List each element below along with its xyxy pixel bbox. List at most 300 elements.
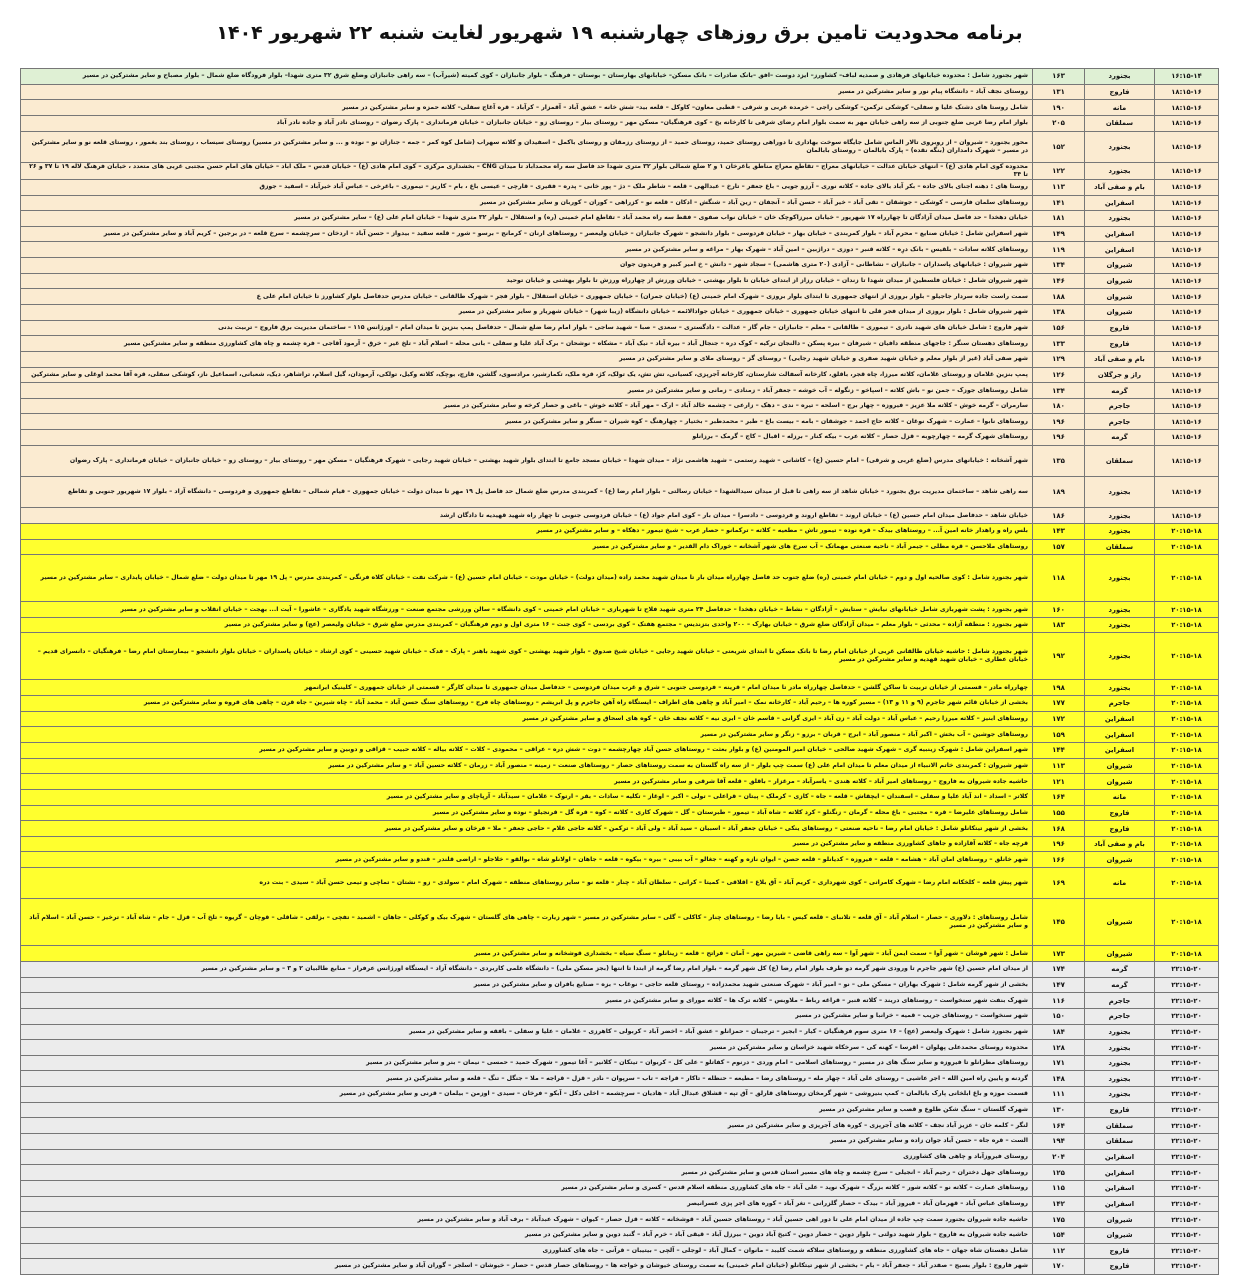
code-cell: ۱۴۶ bbox=[1033, 273, 1085, 289]
time-cell: ۲۰:۱۵-۱۸ bbox=[1155, 602, 1219, 618]
time-cell: ۲۰:۱۵-۱۸ bbox=[1155, 680, 1219, 696]
table-row bbox=[21, 1227, 1219, 1243]
city-cell: بجنورد bbox=[1085, 617, 1155, 633]
table-row bbox=[21, 445, 1219, 476]
time-cell: ۱۸:۱۵-۱۶ bbox=[1155, 211, 1219, 227]
area-cell: روستاهای ابنیز – کلاته میرزا رحیم – عباس آباد – دولت آباد – زن آباد – ایزی گرانی – قاسم خان – ابری نیه – کلاته نجف خان – کوه های اسحاق و سایر مشترکین در مسیر bbox=[21, 711, 1033, 727]
code-cell: ۱۴۴ bbox=[1033, 742, 1085, 758]
code-cell: ۱۶۰ bbox=[1033, 602, 1085, 618]
code-cell: ۱۱۲ bbox=[1033, 1243, 1085, 1259]
code-cell: ۱۲۹ bbox=[1033, 351, 1085, 367]
table-row bbox=[21, 758, 1219, 774]
code-cell: ۱۳۳ bbox=[1033, 336, 1085, 352]
time-cell: ۲۰:۱۵-۱۸ bbox=[1155, 789, 1219, 805]
area-cell: لنگر – کلمه خان – عزیز آباد نجف – کلاته های آجرپزی – کوره های آجرپزی و سایر مشترکین در مسیر bbox=[21, 1118, 1033, 1134]
time-cell: ۱۸:۱۵-۱۶ bbox=[1155, 226, 1219, 242]
time-cell: ۲۲:۱۵-۲۰ bbox=[1155, 1243, 1219, 1259]
table-row bbox=[21, 115, 1219, 131]
table-row bbox=[21, 258, 1219, 274]
city-cell: شیروان bbox=[1085, 852, 1155, 868]
time-cell: ۱۸:۱۵-۱۶ bbox=[1155, 430, 1219, 446]
time-cell: ۱۸:۱۵-۱۶ bbox=[1155, 320, 1219, 336]
city-cell: شیروان bbox=[1085, 1227, 1155, 1243]
code-cell: ۱۹۶ bbox=[1033, 836, 1085, 852]
time-cell: ۲۲:۱۵-۲۰ bbox=[1155, 1134, 1219, 1150]
area-cell: شهر سنخواست – روستاهای جریب – قمیه – خرانبا و سایر مشترکین در مسیر bbox=[21, 1008, 1033, 1024]
table-row bbox=[21, 508, 1219, 524]
city-cell: گرمه bbox=[1085, 961, 1155, 977]
time-cell: ۱۸:۱۵-۱۶ bbox=[1155, 289, 1219, 305]
code-cell: ۱۳۸ bbox=[1033, 304, 1085, 320]
city-cell: شیروان bbox=[1085, 774, 1155, 790]
area-cell: چهارراه مادر – قسمتی از خیابان تربیت تا ساکن گلشن – حدفاصل چهارراه مادر تا میدان امام – قرینه – فردوسی جنوبی – شرق و غرب میدان فردوسی – حدفاصل میدان جمهوری تا میدان کارگر – قسمتی از خیابان جمهوری – کلینیک ایرانمهر bbox=[21, 680, 1033, 696]
city-cell: شیروان bbox=[1085, 289, 1155, 305]
code-cell: ۱۴۱ bbox=[1033, 195, 1085, 211]
area-cell: شهر آشخانه : خیابانهای مدرس (ضلع غربی و شرقی) – امام حسین (ع) – کاشانی – شهید رستمی – شهید هاشمی نژاد – میدان شهدا – خیابان مسجد جامع تا ابتدای بلوار شهید بهشتی – خیابان شهید رجایی – شهرک فرهنگیان – مسکن مهر – روستای بیار – روستای زو – خیابان جانبازان – خیابان فرمانداری – پارک رضوان bbox=[21, 445, 1033, 476]
table-row bbox=[21, 162, 1219, 179]
time-cell: ۲۰:۱۵-۱۸ bbox=[1155, 727, 1219, 743]
area-cell: از میدان امام حسین (ع) شهر جاجرم تا ورودی شهر گرمه دو طرف بلوار امام رضا (ع) کل شهر گرمه – بلوار امام رضا گرمه از ابتدا تا انتها (بجز مسکن ملی) – دانشگاه علمی کاربردی – دانشگاه آزاد – ایستگاه اورژانس عرفراز – منابع طالبیان ۲ و ۳ – و سایر مشترکین در مسیر bbox=[21, 961, 1033, 977]
city-cell: بجنورد bbox=[1085, 1055, 1155, 1071]
city-cell: بام و صفی آباد bbox=[1085, 179, 1155, 195]
time-cell: ۲۲:۱۵-۲۰ bbox=[1155, 1055, 1219, 1071]
area-cell: روستاهای سلمان فارسی – کوشکی – جوشقان – تقی آباد – خیر آباد – حسن آباد – آنجفان – زین آباد – شنگش – ادکان – قلعه نو – کزراهی – کوران – کوربان و سایر مشترکین در مسیر bbox=[21, 195, 1033, 211]
code-cell: ۱۴۳ bbox=[1033, 523, 1085, 539]
code-cell: ۱۳۵ bbox=[1033, 445, 1085, 476]
area-cell: روستای فیروزآباد و چاهی های کشاورزی bbox=[21, 1149, 1033, 1165]
time-cell: ۲۰:۱۵-۱۸ bbox=[1155, 774, 1219, 790]
code-cell: ۱۵۴ bbox=[1033, 1227, 1085, 1243]
city-cell: جاجرم bbox=[1085, 414, 1155, 430]
table-row bbox=[21, 1165, 1219, 1181]
code-cell: ۱۵۲ bbox=[1033, 131, 1085, 162]
table-row bbox=[21, 602, 1219, 618]
code-cell: ۱۶۴ bbox=[1033, 1118, 1085, 1134]
city-cell: اسفراین bbox=[1085, 1196, 1155, 1212]
area-cell: شامل : شهر قوشان – شهر آوا – سمت ایمن آباد – شهر آوا – سه راهی قاضی – شیرین مهر – آمان – فراتح – قلعه – زینانلو – سنگ سیاه – بخشداری قوشخانه و سایر مشترکین در مسیر bbox=[21, 946, 1033, 962]
area-cell: محور بجنورد – شیروان – از روبروی تالار الماس شامل جایگاه سوخت بهاداری تا دوراهی روستای حمید، روستای حمید – از روستای رزمقان و روستای باکمل – اسفیدان و کلاته سهراب (شامل کوه کمر – جمه – جنازان نو – نوده و ... و سایر مشترکین در مسیر) روستای سیساب ، روستای بند بغمور ، روستای قلعه نو و سایر مشترکین در مسیر – شهرک دامداران (بنگه نقده) – پارک بابالمان – روستای بابالمان bbox=[21, 131, 1033, 162]
city-cell: بجنورد bbox=[1085, 477, 1155, 508]
time-cell: ۱۸:۱۵-۱۶ bbox=[1155, 351, 1219, 367]
area-cell: شهر شیروان : کمربندی خاتم الانبیاء از میدان معلم تا میدان امام علی (ع) سمت چپ بلوار – از سه راه گلستان به سمت روستاهای حصار – روستاهای صنعت – زمینه – منصور آباد – زرمان – کلاته حسین آباد – و سایر مشترکین در مسیر bbox=[21, 758, 1033, 774]
city-cell: سملقان bbox=[1085, 445, 1155, 476]
table-row bbox=[21, 320, 1219, 336]
table-row bbox=[21, 1087, 1219, 1103]
table-row bbox=[21, 852, 1219, 868]
city-cell: بجنورد bbox=[1085, 162, 1155, 179]
city-cell: بجنورد bbox=[1085, 633, 1155, 680]
code-cell: ۱۵۷ bbox=[1033, 539, 1085, 555]
time-cell: ۲۲:۱۵-۲۰ bbox=[1155, 1040, 1219, 1056]
time-cell: ۱۸:۱۵-۱۶ bbox=[1155, 414, 1219, 430]
time-cell: ۲۲:۱۵-۲۰ bbox=[1155, 1087, 1219, 1103]
time-cell: ۱۸:۱۵-۱۶ bbox=[1155, 304, 1219, 320]
city-cell: شیروان bbox=[1085, 758, 1155, 774]
area-cell: روستاهای مطرانلو تا فیروزه و سایر سنگ های در مسیر – روستاهای اسلامی – امام وردی – درنوم – کفاتلو – علی کل – کربوان – تیتکان – کلانیر – آغا تیمور – شهرک حمید – حمسی – نیمان – بنر و سایر مشترکین در مسیر bbox=[21, 1055, 1033, 1071]
city-cell: فاروج bbox=[1085, 1102, 1155, 1118]
time-cell: ۲۰:۱۵-۱۸ bbox=[1155, 539, 1219, 555]
area-cell: کلاتر – اسداد – اند آباد علیا و سفلی – اسفندان – ایچقاش – قلعه – جاه – کازی – کرملک – پیتان – قراعلی – تولی – اکبر – اوغاز – تکلیه – سادات – بقر – ارتوک – غلامان – سیدآباد – آرپاچای و سایر مشترکین در مسیر bbox=[21, 789, 1033, 805]
code-cell: ۱۸۹ bbox=[1033, 477, 1085, 508]
table-row bbox=[21, 1024, 1219, 1040]
table-row bbox=[21, 273, 1219, 289]
table-row bbox=[21, 1134, 1219, 1150]
time-cell: ۲۰:۱۵-۱۸ bbox=[1155, 696, 1219, 712]
city-cell: بجنورد bbox=[1085, 555, 1155, 602]
table-row bbox=[21, 1243, 1219, 1259]
area-cell: شامل روستا های دشتک علیا و سفلی– کوشکی ترکمن– کوشکی راجی – خرمده غربی و شرقی – قطبی معاون– کاوکل – قلعه بید– شش خانه – عشق آباد – آقمزار – کرآباد – قره آغاج سفلی– کلاته حمزه و سایر مشترکین در مسیر bbox=[21, 100, 1033, 116]
city-cell: شیروان bbox=[1085, 258, 1155, 274]
time-cell: ۱۸:۱۵-۱۶ bbox=[1155, 195, 1219, 211]
table-row bbox=[21, 727, 1219, 743]
time-cell: ۲۰:۱۵-۱۸ bbox=[1155, 758, 1219, 774]
city-cell: جاجرم bbox=[1085, 993, 1155, 1009]
time-cell: ۱۸:۱۵-۱۶ bbox=[1155, 131, 1219, 162]
time-cell: ۲۰:۱۵-۱۸ bbox=[1155, 711, 1219, 727]
city-cell: گرمه bbox=[1085, 383, 1155, 399]
code-cell: ۱۹۰ bbox=[1033, 100, 1085, 116]
area-cell: روستاهای شهرک گرمه – چهارچوبه – قزل حصار – کلاته عرب – بیکه کنار – برزله – اقبال – کاج – گرمک – برزانلو bbox=[21, 430, 1033, 446]
code-cell: ۱۸۳ bbox=[1033, 617, 1085, 633]
table-row bbox=[21, 523, 1219, 539]
code-cell: ۱۹۴ bbox=[1033, 1134, 1085, 1150]
time-cell: ۱۸:۱۵-۱۶ bbox=[1155, 445, 1219, 476]
city-cell: بجنورد bbox=[1085, 523, 1155, 539]
time-cell: ۲۲:۱۵-۲۰ bbox=[1155, 1149, 1219, 1165]
city-cell: بجنورد bbox=[1085, 508, 1155, 524]
table-row bbox=[21, 367, 1219, 383]
table-row bbox=[21, 696, 1219, 712]
city-cell: اسفراین bbox=[1085, 195, 1155, 211]
area-cell: شهر فاروج : شامل خیابان های شهید نادری – تیموری – طالقانی – معلم – جانبازان – جام گاز – عدالت – دادگستری – سعدی – صبا – شهید ساجی – بلوار امام رضا ضلع شمال – حدفاصل پمپ بنزین تا میدان امام – اورژانس ۱۱۵ – ساختمان مدیریت برق فاروج – تربیت بدنی bbox=[21, 320, 1033, 336]
city-cell: اسفراین bbox=[1085, 226, 1155, 242]
city-cell: فاروج bbox=[1085, 336, 1155, 352]
time-cell: ۱۸:۱۵-۱۶ bbox=[1155, 242, 1219, 258]
table-row bbox=[21, 1180, 1219, 1196]
code-cell: ۱۵۹ bbox=[1033, 727, 1085, 743]
code-cell: ۱۵۵ bbox=[1033, 805, 1085, 821]
area-cell: شهر صفی آباد (غیر از بلوار معلم و خیابان شهید صفری و خیابان شهید رجایی) – روستای گز – روستای ملای و سایر مشترکین در مسیر bbox=[21, 351, 1033, 367]
code-cell: ۱۷۵ bbox=[1033, 1212, 1085, 1228]
time-cell: ۱۸:۱۵-۱۶ bbox=[1155, 258, 1219, 274]
area-cell: شهر بجنورد شامل : کوی صالحیه اول و دوم – خیابان امام خمینی (ره) ضلع جنوب حد فاصل چهارراه میدان بار تا میدان شهید محمد زاده (میدان دولت) – خیابان مودت – خیابان امام حسین (ع) – شرکت نفت – خیابان کلاه فرنگی – کمربندی مدرس – پل ۱۹ مهر تا میدان دولت – ضلع شمال – خیابان پایداری – سایر مشترکین در مسیر bbox=[21, 555, 1033, 602]
area-cell: شهر اسفراین شامل : شهرک زینبیه گری – شهرک شهید صالحی – خیابان امیر المومنین (ع) و بلوار بعثت – روستاهای حسن آباد چهارچشمه – دوت – شش دره – عراقی – محمودی – کلات – کلاته بیاله – کلاته حبیب – قزاقی و دوبین و سایر مشترکین در مسیر bbox=[21, 742, 1033, 758]
time-cell: ۱۶:۱۵-۱۴ bbox=[1155, 69, 1219, 85]
table-row bbox=[21, 211, 1219, 227]
table-row bbox=[21, 1149, 1219, 1165]
code-cell: ۱۱۳ bbox=[1033, 758, 1085, 774]
code-cell: ۱۲۵ bbox=[1033, 1165, 1085, 1181]
code-cell: ۱۷۲ bbox=[1033, 711, 1085, 727]
area-cell: شهر خانلق – روستاهای امان آباد – هشامه – قلعه – فیروزه – کدیانلو – قلعه حصن – ایوان نازه و کهنه – جغالو – آب بیبی – بیره – بیکوه – قلعه – جاهان – اولانلو شاه – بوالقو – خلاجلو – اراضی قلندر – قندو و سایر مشترکین در مسیر bbox=[21, 852, 1033, 868]
city-cell: بام و صفی آباد bbox=[1085, 351, 1155, 367]
table-row bbox=[21, 633, 1219, 680]
area-cell: الست – قره جاه – حسن آباد جوان زاده و سایر مشترکین در مسیر bbox=[21, 1134, 1033, 1150]
city-cell: بجنورد bbox=[1085, 602, 1155, 618]
area-cell: شهر فاروج : بلوار بسیج – صفدر آباد – جعفر آباد – بام – بخشی از شهر تیتکانلو (خیابان امام خمینی) به سمت روستای خیوشان و خواجه ها – روستاهای حصار قدس – حصار – خیوشان – اسلجر – گوران آباد و سایر مشترکین در مسیر bbox=[21, 1259, 1033, 1275]
time-cell: ۱۸:۱۵-۱۶ bbox=[1155, 508, 1219, 524]
table-row bbox=[21, 961, 1219, 977]
table-row bbox=[21, 398, 1219, 414]
table-row bbox=[21, 1259, 1219, 1275]
city-cell: بجنورد bbox=[1085, 1024, 1155, 1040]
time-cell: ۲۰:۱۵-۱۸ bbox=[1155, 868, 1219, 899]
area-cell: پمپ بنزین غلامان و روستای غلامان، کلاته میرزا، چاه قجر، باقلق، کارخانه آسفالت شارستان، کارخانه آجرپزی، کسیانی، تش تش، یک تولک، کژ، قره ملک، تکمارشیر، مرادسوی، گلشن، قارچ، بوچک، کلاته وکیل، تولکی، آرمودان، گیل اسلام، تراشاهر، دیک، شعبانی، اسماعیل ناز، کوشکی سفلی، قره آقا محمد اوغلی و سایر مشترکین bbox=[21, 367, 1033, 383]
code-cell: ۱۱۵ bbox=[1033, 1180, 1085, 1196]
time-cell: ۱۸:۱۵-۱۶ bbox=[1155, 477, 1219, 508]
table-row bbox=[21, 805, 1219, 821]
area-cell: روستاهای عباس آباد – قهرمان آباد – فیروز آباد – بیدک – حصار گلزرانی – تغر آباد – کوره های اجر پزی عسرانیصر bbox=[21, 1196, 1033, 1212]
city-cell: بجنورد bbox=[1085, 69, 1155, 85]
time-cell: ۲۲:۱۵-۲۰ bbox=[1155, 1165, 1219, 1181]
code-cell: ۱۱۳ bbox=[1033, 179, 1085, 195]
time-cell: ۲۲:۱۵-۲۰ bbox=[1155, 977, 1219, 993]
city-cell: گرمه bbox=[1085, 977, 1155, 993]
table-row bbox=[21, 1071, 1219, 1087]
schedule-sheet bbox=[20, 68, 1219, 1273]
city-cell: اسفراین bbox=[1085, 727, 1155, 743]
schedule-table bbox=[20, 68, 1219, 1275]
table-row bbox=[21, 1196, 1219, 1212]
table-row bbox=[21, 946, 1219, 962]
time-cell: ۲۲:۱۵-۲۰ bbox=[1155, 1071, 1219, 1087]
time-cell: ۱۸:۱۵-۱۶ bbox=[1155, 383, 1219, 399]
area-cell: روستای نجف آباد – دانشگاه پیام نور و سایر مشترکین در مسیر bbox=[21, 84, 1033, 100]
city-cell: فاروج bbox=[1085, 821, 1155, 837]
table-row bbox=[21, 242, 1219, 258]
table-row bbox=[21, 226, 1219, 242]
table-row bbox=[21, 351, 1219, 367]
area-cell: روستاهای ملاحسن – قره مطلی – جیمر آباد – ناحیه صنعتی مهماتک – آب سرخ های شهر آشخانه – خوراک دام القدیر – و سایر مشترکین در مسیر bbox=[21, 539, 1033, 555]
area-cell: شهر شیروان شامل : بلوار بروزی از میدان فجر قلی تا انتهای خیابان جمهوری – خیابان جمهوری – خیابان جوادالائمه – خیابان دانشگاه (زیبا شهر) – خیابان شهریار و سایر مشترکین در مسیر bbox=[21, 304, 1033, 320]
table-row bbox=[21, 131, 1219, 162]
city-cell: جاجرم bbox=[1085, 398, 1155, 414]
table-row bbox=[21, 555, 1219, 602]
time-cell: ۲۲:۱۵-۲۰ bbox=[1155, 1180, 1219, 1196]
time-cell: ۲۰:۱۵-۱۸ bbox=[1155, 617, 1219, 633]
time-cell: ۲۰:۱۵-۱۸ bbox=[1155, 821, 1219, 837]
schedule-rows bbox=[21, 69, 1219, 1275]
area-cell: شهر بجنورد شامل : حاشیه خیابان طالقانی غربی از خیابان امام رضا تا بانک مسکن تا ابتدای شریعتی – خیابان شهید رجایی – خیابان شیخ صدوق – بلوار شهید بهشتی – کوی شهید باهنر – پارک – فدک – خیابان شهید حسینی – کوی ارشاد – خیابان پاسداران – خیابان بلوار دانشجو – بیمارستان امام رضا – فرهنگیان – دانسرای قدیم – خیابان عطاری – خیابان شهید قهدیه و سایر مشترکین در مسیر bbox=[21, 633, 1033, 680]
time-cell: ۲۲:۱۵-۲۰ bbox=[1155, 1102, 1219, 1118]
city-cell: فاروج bbox=[1085, 320, 1155, 336]
time-cell: ۲۲:۱۵-۲۰ bbox=[1155, 1118, 1219, 1134]
city-cell: گرمه bbox=[1085, 430, 1155, 446]
area-cell: سه راهی شاهد – ساختمان مدیریت برق بجنورد – خیابان شاهد از سه راهی تا قبل از میدان سیدالشهدا – خیابان رسالتی – بلوار امام رضا (ع) – کمربندی مدرس ضلع شمال حد فاصل پل ۱۹ مهر تا میدان دولت – خیابان جمهوری – قیام شمالی – تقاطع جمهوری و فردوسی – دانشگاه آزاد – بلوار ۱۷ شهریور جنوبی و تقاطع bbox=[21, 477, 1033, 508]
table-row bbox=[21, 1212, 1219, 1228]
table-row bbox=[21, 336, 1219, 352]
city-cell: بجنورد bbox=[1085, 211, 1155, 227]
table-row bbox=[21, 304, 1219, 320]
city-cell: فاروج bbox=[1085, 1243, 1155, 1259]
city-cell: جاجرم bbox=[1085, 1008, 1155, 1024]
city-cell: مانه bbox=[1085, 868, 1155, 899]
area-cell: روستاهای جهل دختران – رحیم آباد – انجیلی – سرخ چشمه و چاه های مسیر استان قدس و سایر مشترکین در مسیر bbox=[21, 1165, 1033, 1181]
code-cell: ۱۹۶ bbox=[1033, 430, 1085, 446]
table-row bbox=[21, 69, 1219, 85]
city-cell: اسفراین bbox=[1085, 242, 1155, 258]
code-cell: ۱۳۴ bbox=[1033, 258, 1085, 274]
city-cell: مانه bbox=[1085, 100, 1155, 116]
time-cell: ۲۲:۱۵-۲۰ bbox=[1155, 993, 1219, 1009]
table-row bbox=[21, 789, 1219, 805]
code-cell: ۱۴۵ bbox=[1033, 899, 1085, 946]
time-cell: ۲۰:۱۵-۱۸ bbox=[1155, 852, 1219, 868]
time-cell: ۲۲:۱۵-۲۰ bbox=[1155, 961, 1219, 977]
time-cell: ۲۲:۱۵-۲۰ bbox=[1155, 1008, 1219, 1024]
city-cell: شیروان bbox=[1085, 304, 1155, 320]
area-cell: شهر بجنورد شامل : شهرک ولیعصر (عج) – ۱۶ متری سوم فرهنگیان – کیار – ابجیر – ترجیبان – حمزانلو – عشق آباد – اخضر آباد – کربولی – کاهرزی – غلامان – علیا و سفلی – بافقه و سایر مشترکین در مسیر bbox=[21, 1024, 1033, 1040]
time-cell: ۲۲:۱۵-۲۰ bbox=[1155, 1227, 1219, 1243]
area-cell: شهر اسفراین شامل : خیابان صنایع – محرم آباد – بلوار کمربندی – خیابان بهار – خیابان فردوسی – بلوار دانشجو – شهرک جانبازان – خیابان ولیعصر – روستاهای ارنان – کرمانج – برسو – شور – قلعه سفید – بیدواز – حسن آباد – اردخان – سرچشمه – سرخ قلعه – در برجین – کریم آباد و سایر مشترکین در مسیر bbox=[21, 226, 1033, 242]
table-row bbox=[21, 1055, 1219, 1071]
area-cell: شهر بجنورد : منطقه آزاده – محدثی – بلوار معلم – میدان آزادگان ضلع شرق – خیابان بهارک – ۲۰۰ واحدی بتزندیس – مجتمع هفتک – کوی بردسی – کوی جنت – ۱۶ متری اول و دوم فرهنگیان – کمربندی مدرس ضلع شرق – خیابان ولیعصر (عج) و سایر مشترکین در مسیر bbox=[21, 617, 1033, 633]
time-cell: ۱۸:۱۵-۱۶ bbox=[1155, 179, 1219, 195]
area-cell: روستاهای نابوا – عمارت – شهرک نوغان – کلاته حاج احمد – جوشقان – بامه – بیست باغ – طبر – محمدطبر – بختیار – چهارهنگ – کوه شیران – سنگر و سایر مشترکین در مسیر bbox=[21, 414, 1033, 430]
time-cell: ۱۸:۱۵-۱۶ bbox=[1155, 84, 1219, 100]
time-cell: ۱۸:۱۵-۱۶ bbox=[1155, 273, 1219, 289]
area-cell: شامل روستاهای : دلاوری – حصار – اسلام آباد – آق قلعه – تلانبای – قلعه کیس – بابا رضا – روستاهای چنار – کاکلی – گلی – سایر مشترکین در مسیر – شهر زیارت – چاهی های گلستان – شهرک بیک و کوکلی – جاهان – اشمید – تفچی – بزلقی – شاقلی – قوچان – گریوه – تلخ آب – قزل – جام – شاه آباد – ترخیز – حسن آباد – اسلام آباد و سایر مشترکین در مسیر bbox=[21, 899, 1033, 946]
area-cell: حاشیه جاده شیروان به فاروج – روستاهای امیر آباد – کلاته هندی – یاسرآباد – مرغزار – باقلق – قلعه آقا شرقی و سایر مشترکین در مسیر bbox=[21, 774, 1033, 790]
area-cell: روستاهای دهستان سنگر : جاجهای منطقه دافیان – شیرفان – بیره پسکن – دالنجان ترکیه – کوک دره – جنجال آباد – بیره آباد – نیک آباد – مشکاه – نوشحان – برک آباد علیا و سفلی – بانی محله – اسلام آباد – تلخ غیر – خرق – آرمود آقاجی – فره چشمه و چاه های کشاورزی منطقه و سایر مشترکین مسیر bbox=[21, 336, 1033, 352]
code-cell: ۱۷۳ bbox=[1033, 946, 1085, 962]
code-cell: ۱۴۷ bbox=[1033, 977, 1085, 993]
area-cell: شهر بجنورد شامل : محدوده خیابانهای فرهادی و صمدیه لباف– کشاورز– ایزد دوست –افق –بانک صادرات – بانک مسکن– خیابانهای بهارستان – بوستان – فرهنگ – بلوار جانبازان – کوی کمیته (شیرآب) – سه راهی جانبازان وضلع شرق ۳۲ متری شهدا– بلوار فرودگاه ضلع شمال – بلوار مصباح و سایر مشترکین در مسیر bbox=[21, 69, 1033, 85]
city-cell: اسفراین bbox=[1085, 1165, 1155, 1181]
city-cell: شیروان bbox=[1085, 1212, 1155, 1228]
area-cell: بلوار امام رضا غربی ضلع جنوبی از سه راهی خیابان مهر به سمت بلوار امام رضای شرقی تا کارخانه یخ – کوی فرهنگیان– مسکن مهر – روستای بیار – روستای زو – خیابان جانبازان – خیابان فرمانداری – پارک رضوان – روستای نادر آباد و جاده نادر آباد bbox=[21, 115, 1033, 131]
area-cell: روستاهای جوشین – آب بخش – اکبر آباد – منصور آباد – ابرج – قربان – برزو – زنگر و سایر مشترکین در مسیر bbox=[21, 727, 1033, 743]
table-row bbox=[21, 1040, 1219, 1056]
city-cell: بجنورد bbox=[1085, 680, 1155, 696]
city-cell: اسفراین bbox=[1085, 711, 1155, 727]
time-cell: ۲۰:۱۵-۱۸ bbox=[1155, 899, 1219, 946]
table-row bbox=[21, 539, 1219, 555]
area-cell: بخشی از خیابان قائم شهر جاجرم (۹ و ۱۱ و ۱۳) – مسیر کوره ها – رحیم آباد – کارخانه نمک – امیر آباد و چاهی های اطراف – ایستگاه راه آهن جاجرم و پل ابریشم – روستاهای چاه فرح – روستاهای سنگ حسن آباد – محمد آباد – چاه شیرین – جاه قرن – چاهی های قروه و سایر مشترکین در مسیر bbox=[21, 696, 1033, 712]
code-cell: ۱۶۹ bbox=[1033, 868, 1085, 899]
city-cell: اسفراین bbox=[1085, 1180, 1155, 1196]
area-cell: شهر پیش قلعه – کلخکانه امام رضا – شهرک کامرانی – کوی شهرداری – کریم آباد – آق بلاغ – اقلاقی – کمیتا – کرانی – سلطان آباد – چنار – قلعه نو – سایر روستاهای منطقه – شهرک امام – سولدی – زو – نشتان – تماچی و تیمی حسن آباد – سیدی – بنت دره bbox=[21, 868, 1033, 899]
city-cell: اسفراین bbox=[1085, 1149, 1155, 1165]
code-cell: ۱۱۶ bbox=[1033, 993, 1085, 1009]
table-row bbox=[21, 289, 1219, 305]
time-cell: ۲۲:۱۵-۲۰ bbox=[1155, 1196, 1219, 1212]
code-cell: ۱۲۸ bbox=[1033, 1040, 1085, 1056]
city-cell: بجنورد bbox=[1085, 1071, 1155, 1087]
city-cell: فاروج bbox=[1085, 805, 1155, 821]
city-cell: فاروج bbox=[1085, 1259, 1155, 1275]
time-cell: ۲۰:۱۵-۱۸ bbox=[1155, 805, 1219, 821]
city-cell: بام و صفی آباد bbox=[1085, 836, 1155, 852]
code-cell: ۱۶۸ bbox=[1033, 821, 1085, 837]
table-row bbox=[21, 774, 1219, 790]
time-cell: ۲۲:۱۵-۲۰ bbox=[1155, 1024, 1219, 1040]
city-cell: فاروج bbox=[1085, 84, 1155, 100]
area-cell: بلس راه و راهدار خانه امین آ... – روستاهای بیدک – قره نوده – تیمور تاش – مطعیه – کلاته – ترکمانو – حصار عرب – شیخ تیمور – دهکاه – و سایر مشترکین در مسیر bbox=[21, 523, 1033, 539]
area-cell: سمت راست جاده سردار جاجیلو – بلوار بروزی از انتهای جمهوری تا ابتدای بلوار بروزی – شهرک امام خمینی (ع) (خیابان جمران) – خیابان جمهوری – خیابان استقلال – بلوار فجر – شهرک طالقانی – خیابان مدرس حدفاصل بلوار کشاورز تا خیابان امام علی ع bbox=[21, 289, 1033, 305]
area-cell: خیابان دهخدا – حد فاصل میدان آزادگان تا چهارراه ۱۷ شهریور – خیابان میرزاکوچک خان – خیابان نواب صفوی – فقط سه راه محمد آباد – تقاطع امام خمینی (ره) و استقلال – بلوار ۳۲ متری شهدا – خیابان امام علی (ع) – سایر مشترکین در مسیر bbox=[21, 211, 1033, 227]
city-cell: جاجرم bbox=[1085, 696, 1155, 712]
city-cell: مانه bbox=[1085, 789, 1155, 805]
time-cell: ۲۰:۱۵-۱۸ bbox=[1155, 523, 1219, 539]
time-cell: ۲۰:۱۵-۱۸ bbox=[1155, 555, 1219, 602]
time-cell: ۱۸:۱۵-۱۶ bbox=[1155, 100, 1219, 116]
time-cell: ۱۸:۱۵-۱۶ bbox=[1155, 336, 1219, 352]
city-cell: سملقان bbox=[1085, 539, 1155, 555]
area-cell: شامل روستاهای علیرضا – قره – مجتبی – باغ محله – گرمان – زنگنلو – کرد کلاته – شاه آباد – تیمور – طبرستان – گل – شهرک کاری – کلاته – کوه – قره گل – قرنجیلو – نوده و سایر مشترکین در مسیر bbox=[21, 805, 1033, 821]
code-cell: ۱۸۸ bbox=[1033, 289, 1085, 305]
city-cell: اسفراین bbox=[1085, 742, 1155, 758]
code-cell: ۱۱۸ bbox=[1033, 555, 1085, 602]
time-cell: ۲۰:۱۵-۱۸ bbox=[1155, 633, 1219, 680]
time-cell: ۱۸:۱۵-۱۶ bbox=[1155, 162, 1219, 179]
area-cell: خیابان شاهد – حدفاصل میدان امام حسین (ع) – خیابان اروند – تقاطع اروند و فردوسی – دادسرا – میدان بار – کوی امام جواد (ع) – خیابان فردوسی جنوبی تا چهار راه شهید قهیدیه تا دادگان ارشد bbox=[21, 508, 1033, 524]
code-cell: ۱۴۸ bbox=[1033, 1071, 1085, 1087]
city-cell: بجنورد bbox=[1085, 1087, 1155, 1103]
code-cell: ۱۶۴ bbox=[1033, 789, 1085, 805]
area-cell: شهر شیروان شامل : خیابان فلسطین از میدان شهدا تا زندان – خیابان رزاز از ابتدای خیابان تا بلوار بهشتی – خیابان ورزش از چهارراه ورزش تا بلوار بهشتی و خیابان توحید bbox=[21, 273, 1033, 289]
area-cell: قرچه جاه – کلاته آقازاده و جاهای کشاورزی منطقه و سایر مشترکین در مسیر bbox=[21, 836, 1033, 852]
code-cell: ۱۷۱ bbox=[1033, 1055, 1085, 1071]
code-cell: ۱۱۱ bbox=[1033, 1087, 1085, 1103]
area-cell: شامل روستاهای جوزک – جمن نو – باش کلاته – اسپاخو – زنگوله – آب خوشه – جعفر آباد – زمنادی – زمانی و سایر مشترکین در مسیر bbox=[21, 383, 1033, 399]
time-cell: ۲۰:۱۵-۱۸ bbox=[1155, 946, 1219, 962]
city-cell: شیروان bbox=[1085, 946, 1155, 962]
area-cell: روستاهای عمارت – کلاته نو – کلاته شور – کلاته بزرگ – شهرک نوید – علی آباد – جاه های کشاورزی منطقه اسلام قدس – کسری و سایر مشترکین در مسیر bbox=[21, 1180, 1033, 1196]
table-row bbox=[21, 477, 1219, 508]
code-cell: ۱۳۰ bbox=[1033, 1102, 1085, 1118]
city-cell: بجنورد bbox=[1085, 1040, 1155, 1056]
city-cell: شیروان bbox=[1085, 273, 1155, 289]
city-cell: بجنورد bbox=[1085, 131, 1155, 162]
area-cell: محدوده روستای محمدعلی پهلوان – اقرسا – کهنه کی – سرخکاه شهید خراسان و سایر مشترکین در مسیر bbox=[21, 1040, 1033, 1056]
table-row bbox=[21, 711, 1219, 727]
code-cell: ۱۵۶ bbox=[1033, 320, 1085, 336]
time-cell: ۲۲:۱۵-۲۰ bbox=[1155, 1212, 1219, 1228]
city-cell: سملقان bbox=[1085, 1134, 1155, 1150]
area-cell: شهرک بنفت شهر سنخواست – روستاهای دریند – کلاته قنبر – قراغه رباط – ملاوبس – کلاته ترک ها – کلاته مورای و سایر مشترکین در مسیر bbox=[21, 993, 1033, 1009]
area-cell: روستا های : دهنه اجنای بالای جاده – بکر آباد بالای جاده – کلاته نوری – آرزو جویی – باغ جعفر – تارخ – عبدالهی – قلعه – شاطر ملک – دژ – پور خانی – پدره – فقیری – قارچی – عیسی باغ ، بام – کاریز – تیموری – باغرخی – عباس آباد خیرآباد – اسفید – جوزق bbox=[21, 179, 1033, 195]
area-cell: روستاهای کلاته سادات – بلقیس – بانک درِه – کلاته قنبر – دوزی – دراژبین – امین آباد – شهرک بهار – مراغه و سایر مشترکین در مسیر bbox=[21, 242, 1033, 258]
time-cell: ۲۰:۱۵-۱۸ bbox=[1155, 836, 1219, 852]
table-row bbox=[21, 977, 1219, 993]
table-row bbox=[21, 1008, 1219, 1024]
area-cell: گردنه و پایین راه امین الله – اجر عاشیی – روستای علی آباد – چهار مله – روستاهای رضا – مطیعه – حنظله – تاکار – قراجه – تاب – سرپوان – نادر – قزل – قراجه – ملا – جنگل – تنگ – قلعه و سایر مشترکین در مسیر bbox=[21, 1071, 1033, 1087]
table-row bbox=[21, 868, 1219, 899]
area-cell: حاشیه جاده شیروان بجنورد سمت چپ جاده از میدان امام علی تا دور اهی حسین آباد – روستاهای حسین آباد – قوشخانه – کلاته – قزل حصار – کیوان – شهرک عبدآباد – برف آباد و سایر مشترکین در مسیر bbox=[21, 1212, 1033, 1228]
code-cell: ۱۷۷ bbox=[1033, 696, 1085, 712]
city-cell: شیروان bbox=[1085, 899, 1155, 946]
code-cell: ۱۴۲ bbox=[1033, 1196, 1085, 1212]
table-row bbox=[21, 100, 1219, 116]
code-cell: ۲۰۵ bbox=[1033, 115, 1085, 131]
table-row bbox=[21, 836, 1219, 852]
area-cell: محدوده کوی امام هادی (ع) – انتهای خیابان عدالت – خیابانهای معراج – تقاطع معراج مناطق باغرخان ۱ و ۲ ضلع شمالی بلوار ۳۲ متری شهدا حد فاصل سه راه محمدآباد تا میدان CNG – بخشداری مرکزی – کوی امام هادی (ع) – خیابان قدس – ملک آباد – خیابان های امام حسن مجتبی غربی های متعدد ، خیابان فرهنگ لاله ۱۹ تا ۳۷ و ۲۶ تا ۳۴ bbox=[21, 162, 1033, 179]
time-cell: ۱۸:۱۵-۱۶ bbox=[1155, 398, 1219, 414]
table-row bbox=[21, 430, 1219, 446]
code-cell: ۱۹۸ bbox=[1033, 680, 1085, 696]
code-cell: ۱۱۹ bbox=[1033, 242, 1085, 258]
code-cell: ۱۷۴ bbox=[1033, 961, 1085, 977]
code-cell: ۱۵۰ bbox=[1033, 1008, 1085, 1024]
table-row bbox=[21, 383, 1219, 399]
time-cell: ۲۰:۱۵-۱۸ bbox=[1155, 742, 1219, 758]
code-cell: ۱۸۴ bbox=[1033, 1024, 1085, 1040]
city-cell: سملقان bbox=[1085, 1118, 1155, 1134]
table-row bbox=[21, 742, 1219, 758]
area-cell: بخشی از شهر تیتکانلو شامل : خیابان امام رضا – ناحیه صنعتی – روستاهای ینکی – خیابان جعفر آباد – اسبیان – سید آباد – ولی آباد – ترکمن – کلاته حاجی غلام – حاجی جعفر – ملا – فرخان و سایر مشترکین در مسیر bbox=[21, 821, 1033, 837]
area-cell: شهر شیروان : خیابانهای پاسداران – جانبازان – نشاطانی – آزادی (۲۰ متری هاشمی) – سجاد شهر – دانش – خ امیر کبیر و فریدون جوان bbox=[21, 258, 1033, 274]
